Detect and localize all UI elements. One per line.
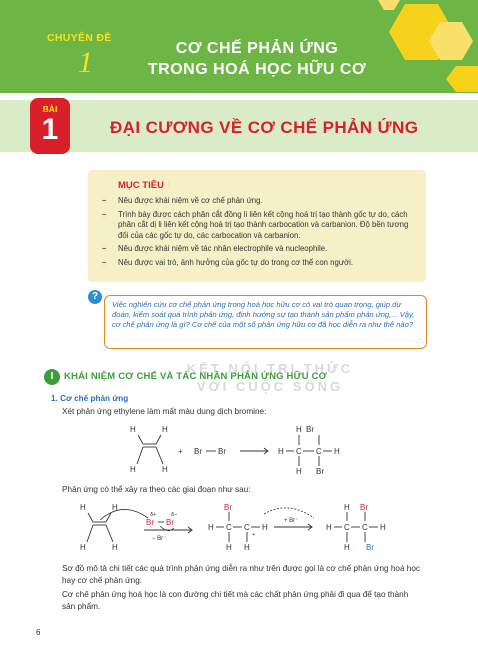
- objective-text: Nêu được vai trò, ảnh hưởng của gốc tự do trong cơ thể con người.: [118, 257, 354, 267]
- plus-sign: +: [178, 447, 183, 456]
- atom-label: H: [162, 465, 168, 474]
- atom-label: H: [80, 503, 86, 512]
- atom-label: H: [226, 543, 232, 552]
- atom-label: H: [80, 543, 86, 552]
- mechanism-concept: Cơ chế phản ứng hoá học là con đường chi tiết mà các chất phản ứng phải đi qua để tạo thành sản phẩm.: [62, 590, 409, 611]
- atom-label: Br: [360, 503, 368, 512]
- atom-label: H: [380, 523, 386, 532]
- atom-label: H: [278, 447, 284, 456]
- intro-text: Xét phản ứng ethylene làm mất màu dung dịch bromine:: [62, 407, 267, 416]
- objectives-list: [102, 196, 420, 271]
- watermark-line: KẾT NỐI TRI THỨC: [186, 361, 354, 376]
- atom-label: H: [334, 447, 340, 456]
- lesson-label: BÀI: [42, 104, 58, 114]
- stages-text: Phản ứng có thể xảy ra theo các giai đoạn như sau:: [62, 485, 251, 494]
- section-number-icon: I: [44, 369, 60, 385]
- atom-label: H: [112, 543, 118, 552]
- atom-label: Br: [146, 518, 154, 527]
- added-ion: + Br⁻: [284, 518, 299, 524]
- page-number: 6: [36, 628, 41, 637]
- objective-text: Nêu được khái niệm về cơ chế phản ứng.: [118, 196, 263, 205]
- atom-label: H: [344, 543, 350, 552]
- electron-arrow: [264, 508, 314, 518]
- atom-label: Br: [218, 447, 226, 456]
- partial-charge: δ+: [150, 512, 157, 518]
- objective-item: – Nêu được khái niệm về cơ chế phản ứng.: [102, 196, 263, 205]
- atom-label: H: [162, 425, 168, 434]
- section-title: KHÁI NIỆM CƠ CHẾ VÀ TÁC NHÂN PHẢN ỨNG HỮU CƠ: [64, 371, 327, 382]
- objective-item: – Trình bày được cách phân cắt đồng li liên kết cộng hoá trị tạo thành gốc tự do, cách phân cắt dị li liên kết cộng hoá trị tạo thành carbocation và carbanion. Độ bền tương đối của các gốc tự do, các carbocation và carbanion.: [102, 209, 409, 240]
- chapter-title-line: TRONG HOÁ HỌC HỮU CƠ: [147, 61, 367, 78]
- atom-label: H: [296, 467, 302, 476]
- atom-label: C: [296, 447, 302, 456]
- atom-label: Br: [316, 467, 324, 476]
- atom-label: C: [226, 523, 232, 532]
- subsection-title: 1. Cơ chế phản ứng: [51, 394, 129, 403]
- atom-label: H: [112, 503, 118, 512]
- chapter-title: [112, 38, 402, 80]
- atom-label: H: [130, 465, 136, 474]
- hexagon-shape: [446, 66, 478, 92]
- atom-label: Br: [194, 447, 202, 456]
- atom-label: H: [296, 425, 302, 434]
- atom-label: H: [262, 523, 268, 532]
- atom-label: H: [344, 503, 350, 512]
- objective-text: Trình bày được cách phân cắt đồng li liên kết cộng hoá trị tạo thành gốc tự do, cách phân cắt dị li liên kết cộng hoá trị tạo thành carbocation và carbanion. Độ bền tương đối của các gốc tự do, các carbocation và carbanion.: [118, 209, 409, 240]
- leaving-ion: − Br⁻: [152, 536, 167, 542]
- watermark-line: VỚI CUỘC SỐNG: [196, 379, 344, 394]
- atom-label: C: [362, 523, 368, 532]
- hexagon-shape: [378, 0, 400, 10]
- atom-label: H: [326, 523, 332, 532]
- chapter-title-line: CƠ CHẾ PHẢN ỨNG: [175, 40, 339, 57]
- objectives-title: MỤC TIÊU: [118, 180, 164, 191]
- question-icon: ?: [88, 290, 102, 304]
- objective-item: – Nêu được vai trò, ảnh hưởng của gốc tự do trong cơ thể con người.: [102, 257, 354, 267]
- atom-label: H: [130, 425, 136, 434]
- atom-label: C: [344, 523, 350, 532]
- atom-label: C: [244, 523, 250, 532]
- question-text: Việc nghiên cứu cơ chế phản ứng trong hoá học hữu cơ có vai trò quan trọng, giúp dự đoán, kiểm soát quá trình phản ứng, định hướng sự tạo thành sản phẩm phản ứng,... Vậy, cơ chế phản ứng là gì? Cơ chế của một số phản ứng hữu cơ đã học diễn ra như thế nào?: [112, 300, 415, 330]
- cation-charge: +: [252, 532, 256, 538]
- lesson-title: ĐẠI CƯƠNG VỀ CƠ CHẾ PHẢN ỨNG: [110, 118, 419, 137]
- atom-label: Br: [166, 518, 174, 527]
- atom-label: H: [244, 543, 250, 552]
- atom-label: Br: [224, 503, 232, 512]
- chapter-number: 1: [78, 46, 93, 79]
- reaction-mechanism: [68, 500, 398, 560]
- atom-label: H: [208, 523, 214, 532]
- objective-text: Nêu được khái niệm về tác nhân electrophile và nucleophile.: [118, 244, 328, 253]
- partial-charge: δ−: [171, 512, 178, 518]
- electron-arrow: [100, 509, 148, 520]
- atom-label: C: [316, 447, 322, 456]
- atom-label: Br: [306, 425, 314, 434]
- atom-label: Br: [366, 543, 374, 552]
- chapter-label: CHUYÊN ĐỀ: [47, 32, 112, 44]
- objective-item: – Nêu được khái niệm về tác nhân electrophile và nucleophile.: [102, 244, 328, 253]
- lesson-number: 1: [41, 113, 59, 146]
- reaction-equation: [120, 424, 360, 478]
- mechanism-definition: Sơ đồ mô tả chi tiết các quá trình phản ứng diễn ra như trên được gọi là cơ chế phản ứng hoá học hay cơ chế phản ứng.: [62, 564, 421, 585]
